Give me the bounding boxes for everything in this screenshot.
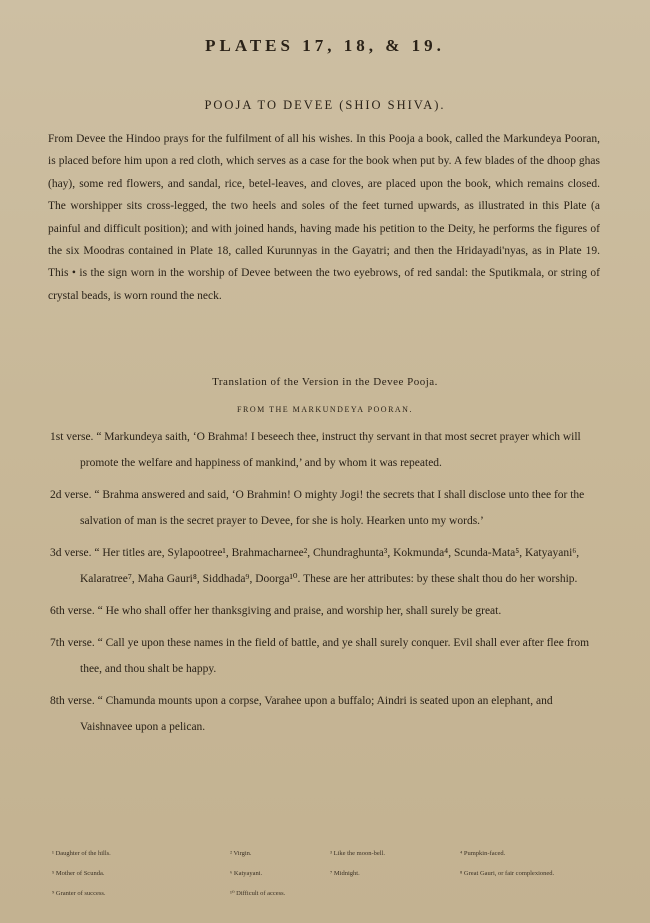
verse-text: “ Call ye upon these names in the field of battle, and ye shall surely conquer. Evil shall ever after flee from thee, and thou shalt be happy.	[80, 637, 590, 675]
verse-item	[50, 540, 606, 592]
footnote: ³ Like the moon-bell.	[330, 850, 386, 857]
verse-number: 7th verse.	[50, 637, 95, 649]
footnote: ⁴ Pumpkin-faced.	[460, 850, 506, 857]
verse-number: 6th verse.	[50, 605, 95, 617]
verse-item	[50, 424, 606, 476]
translation-heading: Translation of the Version in the Devee Pooja.	[212, 376, 438, 388]
intro-paragraph: From Devee the Hindoo prays for the fulfilment of all his wishes. In this Pooja a book, called the Markundeya Pooran, is placed before him upon a red cloth, which serves as a case for the book when put by. A few blades of the dhoop ghas (hay), some red flowers, and sandal, rice, betel-leaves, and cloves, are placed upon the book, which remains closed. The worshipper sits cross-legged, the two heels and soles of the feet turned upwards, as illustrated in this Plate (a painful and difficult position); and with joined hands, having made his petition to the Deity, he performs the figures of the six Moodras contained in Plate 18, called Kurunnyas in the Gayatri; and then the Hridayadi'nyas, as in Plate 19. This • is the sign worn in the worship of Devee between the two eyebrows, of red sandal: the Sputikmala, or string of crystal beads, is worn round the neck.	[48, 133, 600, 302]
footnote: ⁷ Midnight.	[330, 870, 360, 877]
footnote: ¹⁰ Difficult of access.	[230, 890, 286, 897]
verse-number: 3d verse.	[50, 547, 92, 559]
footnote: ⁶ Katyayani.	[230, 870, 263, 877]
verse-item	[50, 630, 606, 682]
footnote-row	[52, 848, 612, 868]
verse-item	[50, 598, 606, 624]
translation-source: FROM THE MARKUNDEYA POORAN.	[237, 405, 413, 414]
verse-text: “ He who shall offer her thanksgiving and praise, and worship her, shall surely be great.	[97, 605, 502, 617]
footnote: ² Virgin.	[230, 850, 252, 857]
verses-list	[50, 424, 606, 746]
verse-item	[50, 482, 606, 534]
footnote: ⁸ Great Gauri, or fair complexioned.	[460, 870, 555, 877]
footnote-row	[52, 888, 612, 908]
footnote-row	[52, 868, 612, 888]
verse-text: “ Brahma answered and said, ‘O Brahmin! O mighty Jogi! the secrets that I shall disclose unto thee for the salvation of man is the secret prayer to Devee, for she is holy. Hearken unto my words.’	[80, 489, 585, 527]
verse-text: “ Her titles are, Sylapootree¹, Brahmacharnee², Chundraghunta³, Kokmunda⁴, Scunda-Mata⁵, Katyayani⁶, Kalaratree⁷, Maha Gauri⁸, Siddhada⁹, Doorga¹⁰. These are her attributes: by these shalt thou do her worship.	[80, 547, 580, 585]
verse-number: 2d verse.	[50, 489, 92, 501]
footnote: ¹ Daughter of the hills.	[52, 850, 111, 857]
verse-item	[50, 688, 606, 740]
footnotes	[52, 848, 612, 908]
verse-text: “ Chamunda mounts upon a corpse, Varahee upon a buffalo; Aindri is seated upon an elephant, and Vaishnavee upon a pelican.	[80, 695, 553, 733]
page-title: PLATES 17, 18, & 19.	[205, 36, 445, 55]
footnote: ⁵ Mother of Scunda.	[52, 870, 105, 877]
section-subtitle: POOJA TO DEVEE (SHIO SHIVA).	[204, 98, 446, 112]
footnote: ⁹ Granter of success.	[52, 890, 106, 897]
verse-text: “ Markundeya saith, ‘O Brahma! I beseech thee, instruct thy servant in that most secret prayer which will promote the welfare and happiness of mankind,’ and by whom it was repeated.	[80, 431, 581, 469]
verse-number: 8th verse.	[50, 695, 95, 707]
verse-number: 1st verse.	[50, 431, 94, 443]
